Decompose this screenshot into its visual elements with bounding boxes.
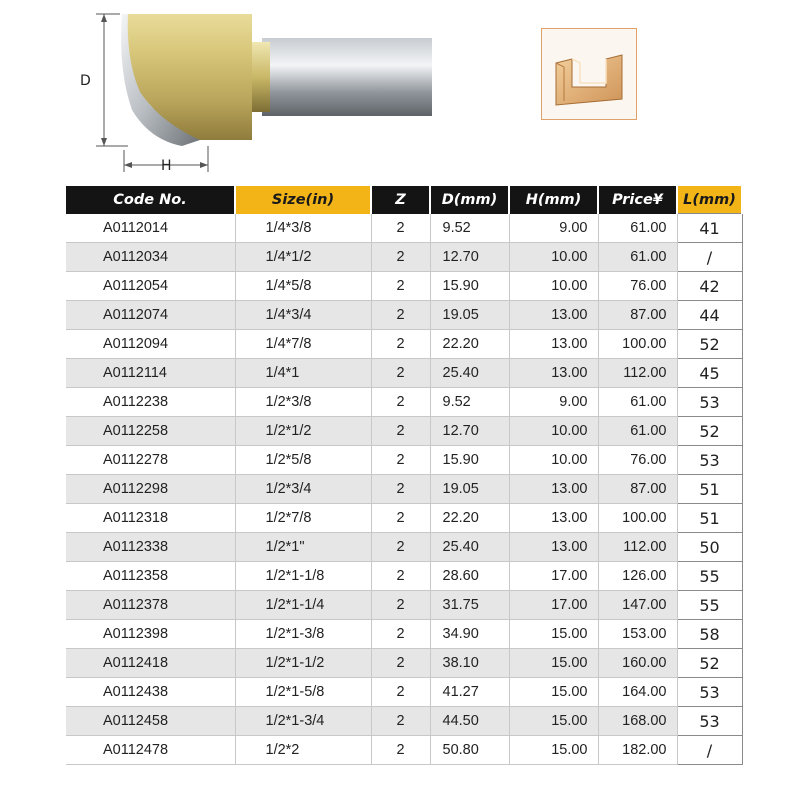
cell-price: 126.00 xyxy=(598,562,677,591)
table-row xyxy=(66,591,742,620)
table-row xyxy=(66,359,742,388)
header-h: H(mm) xyxy=(509,186,598,214)
cell-z: 2 xyxy=(371,678,430,707)
cell-z: 2 xyxy=(371,272,430,301)
cell-l: 55 xyxy=(677,562,742,591)
table-row xyxy=(66,388,742,417)
cell-z: 2 xyxy=(371,591,430,620)
cell-size: 1/2*1-3/8 xyxy=(235,620,371,649)
cell-d: 41.27 xyxy=(430,678,509,707)
table-row xyxy=(66,330,742,359)
cell-z: 2 xyxy=(371,417,430,446)
cell-d: 22.20 xyxy=(430,504,509,533)
cell-d: 34.90 xyxy=(430,620,509,649)
cell-size: 1/4*1/2 xyxy=(235,243,371,272)
cell-code: A0112074 xyxy=(66,301,235,330)
table-row xyxy=(66,678,742,707)
cell-code: A0112438 xyxy=(66,678,235,707)
table-row xyxy=(66,649,742,678)
cell-code: A0112114 xyxy=(66,359,235,388)
cell-price: 147.00 xyxy=(598,591,677,620)
cell-price: 61.00 xyxy=(598,243,677,272)
table-row xyxy=(66,620,742,649)
cell-h: 13.00 xyxy=(509,533,598,562)
cell-d: 9.52 xyxy=(430,214,509,243)
cell-l: 58 xyxy=(677,620,742,649)
dimension-h-label: H xyxy=(161,158,172,174)
product-drawing xyxy=(0,0,800,185)
cell-h: 10.00 xyxy=(509,417,598,446)
header-size: Size(in) xyxy=(235,186,371,214)
cell-size: 1/2*1" xyxy=(235,533,371,562)
header-d: D(mm) xyxy=(430,186,509,214)
table-row xyxy=(66,504,742,533)
cell-price: 168.00 xyxy=(598,707,677,736)
cell-size: 1/2*1-1/2 xyxy=(235,649,371,678)
cell-code: A0112278 xyxy=(66,446,235,475)
table-body xyxy=(66,214,742,765)
cell-h: 13.00 xyxy=(509,301,598,330)
cell-z: 2 xyxy=(371,446,430,475)
cell-size: 1/2*5/8 xyxy=(235,446,371,475)
cell-l: 52 xyxy=(677,417,742,446)
cell-l: 52 xyxy=(677,649,742,678)
cell-l: 44 xyxy=(677,301,742,330)
collar-shape xyxy=(252,42,270,112)
u-groove-profile-icon xyxy=(542,29,636,119)
cell-price: 87.00 xyxy=(598,301,677,330)
cell-l: 42 xyxy=(677,272,742,301)
cell-d: 15.90 xyxy=(430,446,509,475)
cell-size: 1/4*1 xyxy=(235,359,371,388)
cell-size: 1/2*7/8 xyxy=(235,504,371,533)
cell-code: A0112398 xyxy=(66,620,235,649)
cell-d: 12.70 xyxy=(430,417,509,446)
cell-h: 15.00 xyxy=(509,678,598,707)
cell-price: 100.00 xyxy=(598,330,677,359)
cell-l: 55 xyxy=(677,591,742,620)
cell-size: 1/2*3/4 xyxy=(235,475,371,504)
cell-z: 2 xyxy=(371,620,430,649)
cell-z: 2 xyxy=(371,707,430,736)
cell-size: 1/2*1-1/4 xyxy=(235,591,371,620)
cell-size: 1/4*3/8 xyxy=(235,214,371,243)
cell-h: 15.00 xyxy=(509,620,598,649)
cell-h: 13.00 xyxy=(509,504,598,533)
cell-h: 10.00 xyxy=(509,272,598,301)
cell-d: 25.40 xyxy=(430,533,509,562)
cell-price: 61.00 xyxy=(598,417,677,446)
cell-size: 1/2*2 xyxy=(235,736,371,765)
cell-code: A0112034 xyxy=(66,243,235,272)
dimension-d-label: D xyxy=(80,73,91,89)
cell-size: 1/4*5/8 xyxy=(235,272,371,301)
cell-price: 153.00 xyxy=(598,620,677,649)
cell-h: 15.00 xyxy=(509,707,598,736)
header-l: L(mm) xyxy=(677,186,742,214)
cell-l: 51 xyxy=(677,475,742,504)
cell-price: 100.00 xyxy=(598,504,677,533)
table-row xyxy=(66,301,742,330)
cell-l: 53 xyxy=(677,707,742,736)
cell-d: 44.50 xyxy=(430,707,509,736)
cell-z: 2 xyxy=(371,475,430,504)
shank-shape xyxy=(262,38,432,116)
cell-z: 2 xyxy=(371,562,430,591)
cell-z: 2 xyxy=(371,330,430,359)
table-row xyxy=(66,475,742,504)
cell-price: 160.00 xyxy=(598,649,677,678)
cell-h: 10.00 xyxy=(509,446,598,475)
header-z: Z xyxy=(371,186,430,214)
cell-d: 31.75 xyxy=(430,591,509,620)
table-row xyxy=(66,417,742,446)
cell-code: A0112418 xyxy=(66,649,235,678)
cell-price: 112.00 xyxy=(598,533,677,562)
header-price: Price¥ xyxy=(598,186,677,214)
cell-l: / xyxy=(677,243,742,272)
cut-profile-box xyxy=(541,28,637,120)
cell-d: 28.60 xyxy=(430,562,509,591)
cell-size: 1/2*1-1/8 xyxy=(235,562,371,591)
cell-code: A0112338 xyxy=(66,533,235,562)
cell-size: 1/2*1-5/8 xyxy=(235,678,371,707)
cell-price: 182.00 xyxy=(598,736,677,765)
cell-h: 9.00 xyxy=(509,388,598,417)
cell-l: 41 xyxy=(677,214,742,243)
cell-d: 38.10 xyxy=(430,649,509,678)
cell-code: A0112478 xyxy=(66,736,235,765)
cell-h: 17.00 xyxy=(509,591,598,620)
cell-z: 2 xyxy=(371,301,430,330)
cell-size: 1/2*1/2 xyxy=(235,417,371,446)
router-bit-illustration xyxy=(0,0,800,185)
cell-code: A0112054 xyxy=(66,272,235,301)
cell-size: 1/4*7/8 xyxy=(235,330,371,359)
cell-code: A0112458 xyxy=(66,707,235,736)
cell-d: 12.70 xyxy=(430,243,509,272)
cell-z: 2 xyxy=(371,359,430,388)
cell-z: 2 xyxy=(371,504,430,533)
table-header-row xyxy=(66,186,742,214)
cell-h: 10.00 xyxy=(509,243,598,272)
cell-h: 13.00 xyxy=(509,359,598,388)
spec-table xyxy=(66,186,743,765)
cell-l: 53 xyxy=(677,678,742,707)
cell-h: 15.00 xyxy=(509,649,598,678)
cell-z: 2 xyxy=(371,533,430,562)
cell-d: 22.20 xyxy=(430,330,509,359)
cell-l: 45 xyxy=(677,359,742,388)
table-row xyxy=(66,446,742,475)
cell-code: A0112238 xyxy=(66,388,235,417)
cell-z: 2 xyxy=(371,388,430,417)
table-row xyxy=(66,243,742,272)
cell-l: 51 xyxy=(677,504,742,533)
cell-price: 112.00 xyxy=(598,359,677,388)
cell-d: 25.40 xyxy=(430,359,509,388)
cell-size: 1/2*3/8 xyxy=(235,388,371,417)
cell-code: A0112258 xyxy=(66,417,235,446)
cell-size: 1/2*1-3/4 xyxy=(235,707,371,736)
cell-d: 9.52 xyxy=(430,388,509,417)
cell-price: 61.00 xyxy=(598,388,677,417)
cell-price: 87.00 xyxy=(598,475,677,504)
table-row xyxy=(66,736,742,765)
cell-l: 50 xyxy=(677,533,742,562)
cell-z: 2 xyxy=(371,649,430,678)
cell-price: 76.00 xyxy=(598,272,677,301)
table-row xyxy=(66,272,742,301)
cell-h: 13.00 xyxy=(509,475,598,504)
cell-d: 50.80 xyxy=(430,736,509,765)
cell-code: A0112014 xyxy=(66,214,235,243)
table-row xyxy=(66,533,742,562)
cell-code: A0112298 xyxy=(66,475,235,504)
cell-h: 9.00 xyxy=(509,214,598,243)
cell-l: 53 xyxy=(677,446,742,475)
cell-price: 76.00 xyxy=(598,446,677,475)
cell-d: 15.90 xyxy=(430,272,509,301)
cell-z: 2 xyxy=(371,214,430,243)
cell-d: 19.05 xyxy=(430,301,509,330)
cell-h: 15.00 xyxy=(509,736,598,765)
cell-z: 2 xyxy=(371,736,430,765)
cell-code: A0112318 xyxy=(66,504,235,533)
cell-h: 13.00 xyxy=(509,330,598,359)
cell-size: 1/4*3/4 xyxy=(235,301,371,330)
cell-l: 53 xyxy=(677,388,742,417)
header-code: Code No. xyxy=(66,186,235,214)
cell-l: 52 xyxy=(677,330,742,359)
cell-code: A0112094 xyxy=(66,330,235,359)
cell-code: A0112358 xyxy=(66,562,235,591)
cell-z: 2 xyxy=(371,243,430,272)
cell-code: A0112378 xyxy=(66,591,235,620)
cell-h: 17.00 xyxy=(509,562,598,591)
cell-price: 61.00 xyxy=(598,214,677,243)
table-row xyxy=(66,214,742,243)
cell-price: 164.00 xyxy=(598,678,677,707)
table-row xyxy=(66,562,742,591)
table-row xyxy=(66,707,742,736)
cell-d: 19.05 xyxy=(430,475,509,504)
cell-l: / xyxy=(677,736,742,765)
